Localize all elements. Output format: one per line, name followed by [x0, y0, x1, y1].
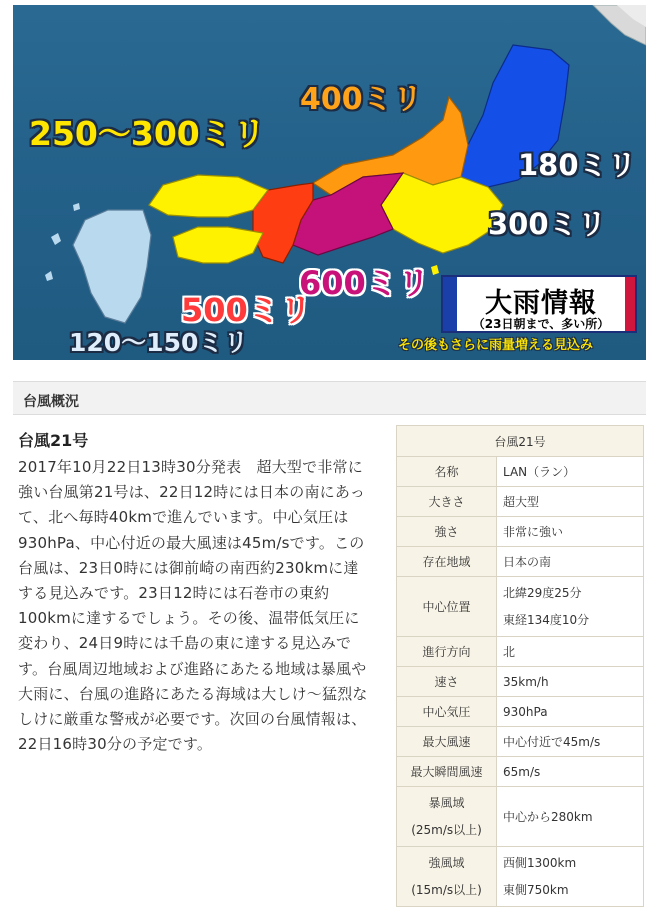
label-kinki: 500ミリ [181, 291, 312, 329]
label-tokai: 600ミリ [299, 264, 430, 302]
row-value-line: 東経134度10分 [503, 612, 590, 627]
table-row [397, 517, 644, 547]
table-row [397, 487, 644, 517]
label-kanto: 300ミリ [488, 207, 607, 241]
row-value: 35km/h [497, 667, 644, 697]
row-value: 中心付近で45m/s [497, 727, 644, 757]
row-key-line: (25m/s以上) [411, 822, 482, 837]
row-key: 大きさ [397, 487, 497, 517]
heavy-rain-info-box [441, 275, 637, 333]
row-key: 名称 [397, 457, 497, 487]
table-row [397, 787, 644, 847]
island [73, 203, 80, 211]
row-value: 日本の南 [497, 547, 644, 577]
table-row [397, 757, 644, 787]
table-row [397, 457, 644, 487]
row-value: 北 [497, 637, 644, 667]
box-stripe-blue [443, 277, 457, 331]
row-value [497, 847, 644, 907]
row-value: LAN（ラン） [497, 457, 644, 487]
table-row [397, 547, 644, 577]
row-value-line: 東側750km [503, 882, 569, 897]
kyushu-region [73, 210, 151, 323]
row-key: 進行方向 [397, 637, 497, 667]
row-value: 65m/s [497, 757, 644, 787]
box-stripe-red [625, 277, 635, 331]
table-row [397, 697, 644, 727]
chugoku-region [149, 175, 268, 217]
article-body: 2017年10月22日13時30分発表 超大型で非常に強い台風第21号は、22日12時には日本の南にあって、北へ毎時40kmで進んでいます。中心気圧は930hPa、中心付近の最大風速は45m/sです。この台風は、23日0時には御前崎の南西約230kmに達する見込みです。23日12時には石巻市の東約100kmに達するでしょう。その後、温帯低気圧に変わり、24日9時には千島の東に達する見込みです。台風周辺地域および進路にあたる地域は暴風や大雨に、台風の進路にあたる海域は大しけ〜猛烈なしけに厳重な警戒が必要です。次回の台風情報は、22日16時30分の予定です。 [18, 458, 368, 754]
row-value-line: 北緯29度25分 [503, 585, 582, 600]
table-row [397, 727, 644, 757]
row-key-line: 強風域 [428, 855, 465, 870]
label-kyushu: 120〜150ミリ [69, 328, 249, 357]
island [51, 233, 61, 245]
table-row [397, 847, 644, 907]
map-caption: その後もさらに雨量増える見込み [398, 338, 594, 353]
shikoku-region [173, 227, 263, 263]
row-value: 非常に強い [497, 517, 644, 547]
row-key [397, 847, 497, 907]
label-hokuriku: 400ミリ [300, 82, 423, 117]
box-title: 大雨情報 [485, 288, 597, 319]
row-value: 超大型 [497, 487, 644, 517]
row-key: 最大瞬間風速 [397, 757, 497, 787]
row-key: 中心位置 [397, 577, 497, 637]
island [45, 271, 53, 281]
table-row [397, 637, 644, 667]
table-header-row [397, 426, 644, 457]
row-key-line: 暴風域 [428, 795, 465, 810]
table-row [397, 667, 644, 697]
row-value: 中心から280km [497, 787, 644, 847]
article-title: 台風21号 [18, 431, 89, 450]
row-key: 速さ [397, 667, 497, 697]
row-key [397, 787, 497, 847]
table-header: 台風21号 [397, 426, 644, 457]
row-value: 930hPa [497, 697, 644, 727]
box-subtitle: （23日朝まで、多い所） [472, 317, 610, 331]
row-value [497, 577, 644, 637]
label-west: 250〜300ミリ [29, 114, 266, 153]
island [431, 265, 439, 275]
typhoon-info-table [396, 425, 644, 907]
row-key: 強さ [397, 517, 497, 547]
row-key: 存在地域 [397, 547, 497, 577]
row-key-line: (15m/s以上) [411, 882, 482, 897]
row-key: 中心気圧 [397, 697, 497, 727]
table-row [397, 577, 644, 637]
row-value-line: 西側1300km [503, 855, 577, 870]
rainfall-map [13, 5, 646, 360]
label-tohoku: 180ミリ [518, 148, 637, 182]
row-key: 最大風速 [397, 727, 497, 757]
section-header: 台風概況 [13, 381, 646, 415]
